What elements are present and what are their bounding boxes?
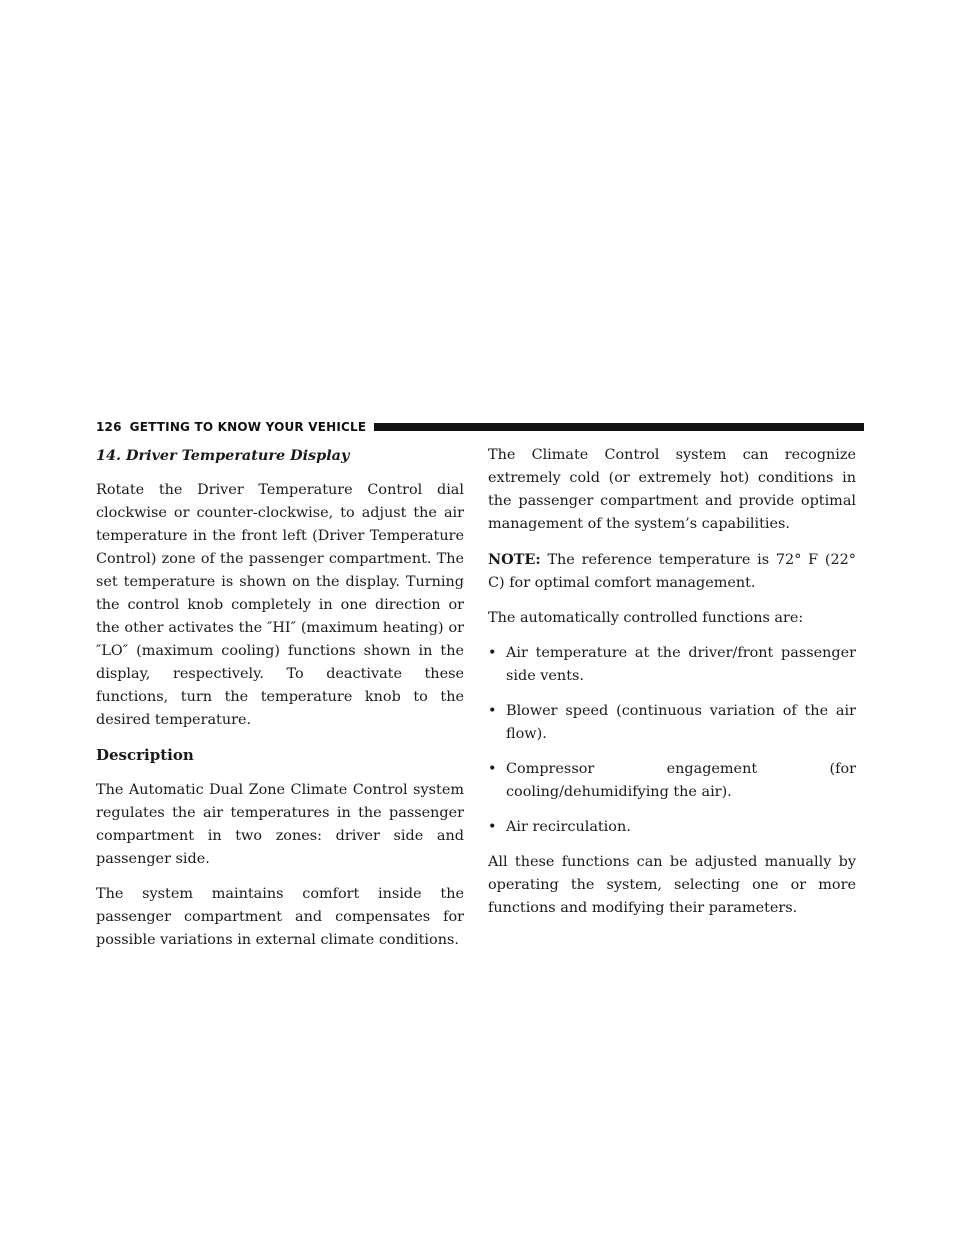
bullet-icon: • — [488, 761, 497, 777]
list-item-text: Compressor engagement (for cooling/dehumidifying the air). — [506, 761, 856, 800]
list-item — [488, 642, 856, 688]
bullet-icon: • — [488, 819, 497, 835]
functions-list-intro: The automatically controlled functions are: — [488, 610, 804, 626]
list-item-text: Blower speed (continuous variation of the air flow). — [506, 703, 856, 742]
left-column — [96, 444, 464, 964]
bullet-icon: • — [488, 645, 497, 661]
list-item — [488, 700, 856, 746]
header-rule — [374, 423, 864, 431]
list-item — [488, 816, 856, 839]
driver-temperature-paragraph: Rotate the Driver Temperature Control dial clockwise or counter-clockwise, to adjust the air temperature in the front left (Driver Temperature Control) zone of the passenger compartment. The set temperature is shown on the display. Turning the control knob completely in one direction or the other activates the ″HI″ (maximum heating) or ″LO″ (maximum cooling) functions shown in the display, respectively. To deactivate these functions, turn the temperature knob to the desired temperature. — [96, 482, 464, 728]
list-item — [488, 758, 856, 804]
right-column — [488, 444, 856, 932]
list-item-text: Air recirculation. — [506, 819, 631, 835]
note-text: The reference temperature is 72° F (22° C) for optimal comfort management. — [488, 552, 856, 591]
note-label: NOTE: — [488, 551, 541, 568]
section-title: GETTING TO KNOW YOUR VEHICLE — [129, 420, 367, 434]
list-item-text: Air temperature at the driver/front passenger side vents. — [506, 645, 856, 684]
climate-recognition-paragraph: The Climate Control system can recognize extremely cold (or extremely hot) conditions in the passenger compartment and provide optimal management of the system’s capabilities. — [488, 447, 856, 532]
page-header — [96, 418, 864, 436]
description-paragraph-1: The Automatic Dual Zone Climate Control system regulates the air temperatures in the passenger compartment in two zones: driver side and passenger side. — [96, 782, 464, 867]
note-paragraph — [488, 548, 856, 595]
description-heading: Description — [96, 746, 194, 764]
functions-list — [488, 642, 856, 839]
manual-adjustment-paragraph: All these functions can be adjusted manually by operating the system, selecting one or more functions and modifying their parameters. — [488, 854, 856, 916]
bullet-icon: • — [488, 703, 497, 719]
page-number: 126 — [96, 420, 122, 434]
description-paragraph-2: The system maintains comfort inside the passenger compartment and compensates for possible variations in external climate conditions. — [96, 886, 464, 948]
driver-temperature-display-heading: 14. Driver Temperature Display — [96, 447, 350, 464]
